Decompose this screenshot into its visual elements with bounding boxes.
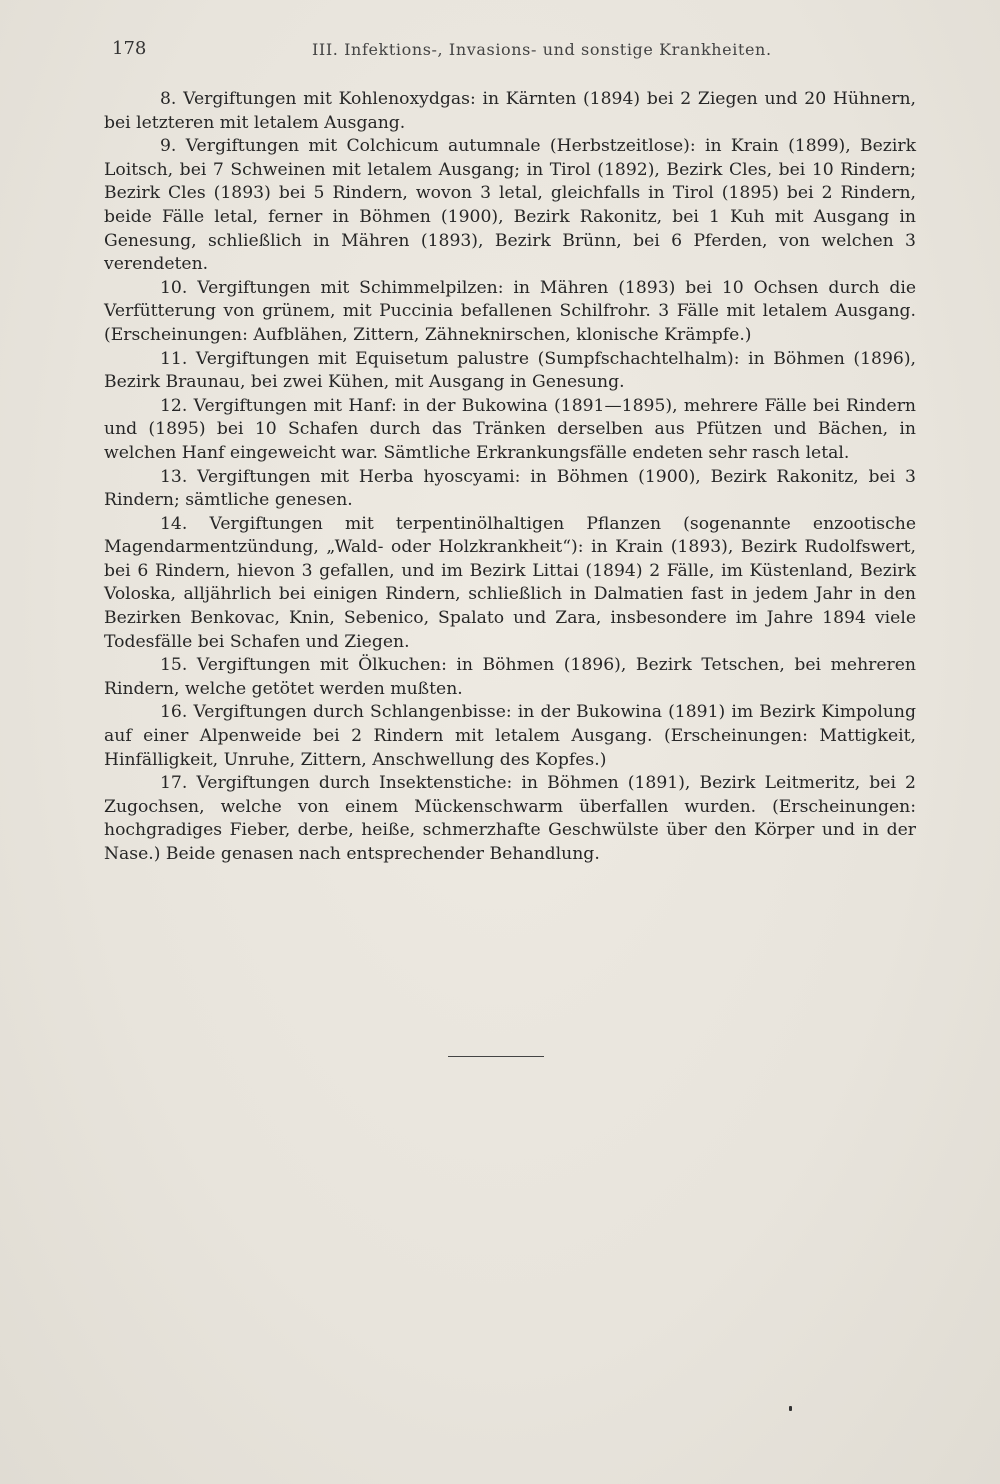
entry-9: 9. Vergiftungen mit Colchicum autumnale (Herbstzeitlose): in Krain (1899), Bezirk Loitsch, bei 7 Schweinen mit letalem Ausgang; in Tirol (1892), Bezirk Cles, bei 10 Rindern; Bezirk Cles (1893) bei 5 Rindern, wovon 3 letal, gleichfalls in Tirol (1895) bei 2 Rindern, beide Fälle letal, ferner in Böhmen (1900), Bezirk Rakonitz, bei 1 Kuh mit Ausgang in Genesung, schließlich in Mähren (1893), Bezirk Brünn, bei 6 Pferden, von welchen 3 verendeten.	[104, 136, 916, 275]
entry-13: 13. Vergiftungen mit Herba hyoscyami: in Böhmen (1900), Bezirk Rakonitz, bei 3 Rindern; sämtliche genesen.	[104, 466, 916, 511]
document-page	[104, 38, 916, 867]
page-number: 178	[112, 38, 147, 59]
entry-14: 14. Vergiftungen mit terpentinölhaltigen Pflanzen (sogenannte enzootische Magendarmentzündung, „Wald- oder Holzkrankheit“): in Krain (1893), Bezirk Rudolfswert, bei 6 Rindern, hievon 3 gefallen, und im Bezirk Littai (1894) 2 Fälle, im Küstenland, Bezirk Voloska, alljährlich bei einigen Rindern, schließlich in Dalmatien fast in jedem Jahr in den Bezirken Benkovac, Knin, Sebenico, Spalato und Zara, insbesondere im Jahre 1894 viele Todesfälle bei Schafen und Ziegen.	[104, 513, 916, 652]
entry-10: 10. Vergiftungen mit Schimmelpilzen: in Mähren (1893) bei 10 Ochsen durch die Verfütterung von grünem, mit Puccinia befallenen Schilfrohr. 3 Fälle mit letalem Ausgang. (Erscheinungen: Aufblähen, Zittern, Zähneknirschen, klonische Krämpfe.)	[104, 277, 916, 345]
entry-17: 17. Vergiftungen durch Insektenstiche: in Böhmen (1891), Bezirk Leitmeritz, bei 2 Zugochsen, welche von einem Mückenschwarm überfallen wurden. (Erscheinungen: hochgradiges Fieber, derbe, heiße, schmerzhafte Geschwülste über den Körper und in der Nase.) Beide genasen nach entsprechender Behandlung.	[104, 773, 916, 864]
print-speck	[789, 1406, 792, 1411]
entry-11: 11. Vergiftungen mit Equisetum palustre (Sumpfschachtelhalm): in Böhmen (1896), Bezirk Braunau, bei zwei Kühen, mit Ausgang in Genesung.	[104, 348, 916, 393]
section-separator-rule	[448, 1056, 544, 1057]
running-head: III. Infektions-, Invasions- und sonstige Krankheiten.	[312, 40, 772, 59]
body-text	[104, 88, 916, 867]
page-header	[104, 38, 916, 78]
entry-15: 15. Vergiftungen mit Ölkuchen: in Böhmen (1896), Bezirk Tetschen, bei mehreren Rindern, welche getötet werden mußten.	[104, 655, 916, 699]
entry-8: 8. Vergiftungen mit Kohlenoxydgas: in Kärnten (1894) bei 2 Ziegen und 20 Hühnern, bei letzteren mit letalem Ausgang.	[104, 89, 916, 133]
entry-16: 16. Vergiftungen durch Schlangenbisse: in der Bukowina (1891) im Bezirk Kimpolung auf einer Alpenweide bei 2 Rindern mit letalem Ausgang. (Erscheinungen: Mattigkeit, Hinfälligkeit, Unruhe, Zittern, Anschwellung des Kopfes.)	[104, 702, 916, 770]
entry-12: 12. Vergiftungen mit Hanf: in der Bukowina (1891—1895), mehrere Fälle bei Rindern und (1895) bei 10 Schafen durch das Tränken derselben aus Pfützen und Bächen, in welchen Hanf eingeweicht war. Sämtliche Erkrankungsfälle endeten sehr rasch letal.	[104, 395, 916, 463]
